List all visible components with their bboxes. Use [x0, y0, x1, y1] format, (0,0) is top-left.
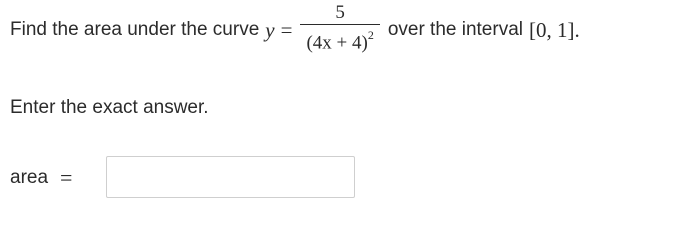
- question-text: [10, 0, 580, 60]
- denominator-base: (4x + 4): [306, 32, 368, 54]
- function-fraction: [300, 2, 379, 55]
- answer-row: [10, 156, 72, 200]
- area-answer-input[interactable]: [106, 156, 355, 198]
- answer-label: area: [10, 167, 49, 188]
- denominator-exponent: 2: [367, 28, 374, 43]
- answer-equals: =: [60, 165, 73, 190]
- question-prefix: Find the area under the curve: [10, 19, 260, 40]
- interval: [0, 1]: [529, 17, 575, 42]
- function-variable: y: [265, 17, 275, 42]
- fraction-numerator: 5: [335, 2, 345, 24]
- instruction-text: Enter the exact answer.: [10, 97, 209, 118]
- fraction-denominator: [300, 25, 379, 55]
- question-period: .: [574, 17, 580, 42]
- function-equals: =: [280, 17, 293, 42]
- question-suffix: over the interval: [387, 19, 523, 40]
